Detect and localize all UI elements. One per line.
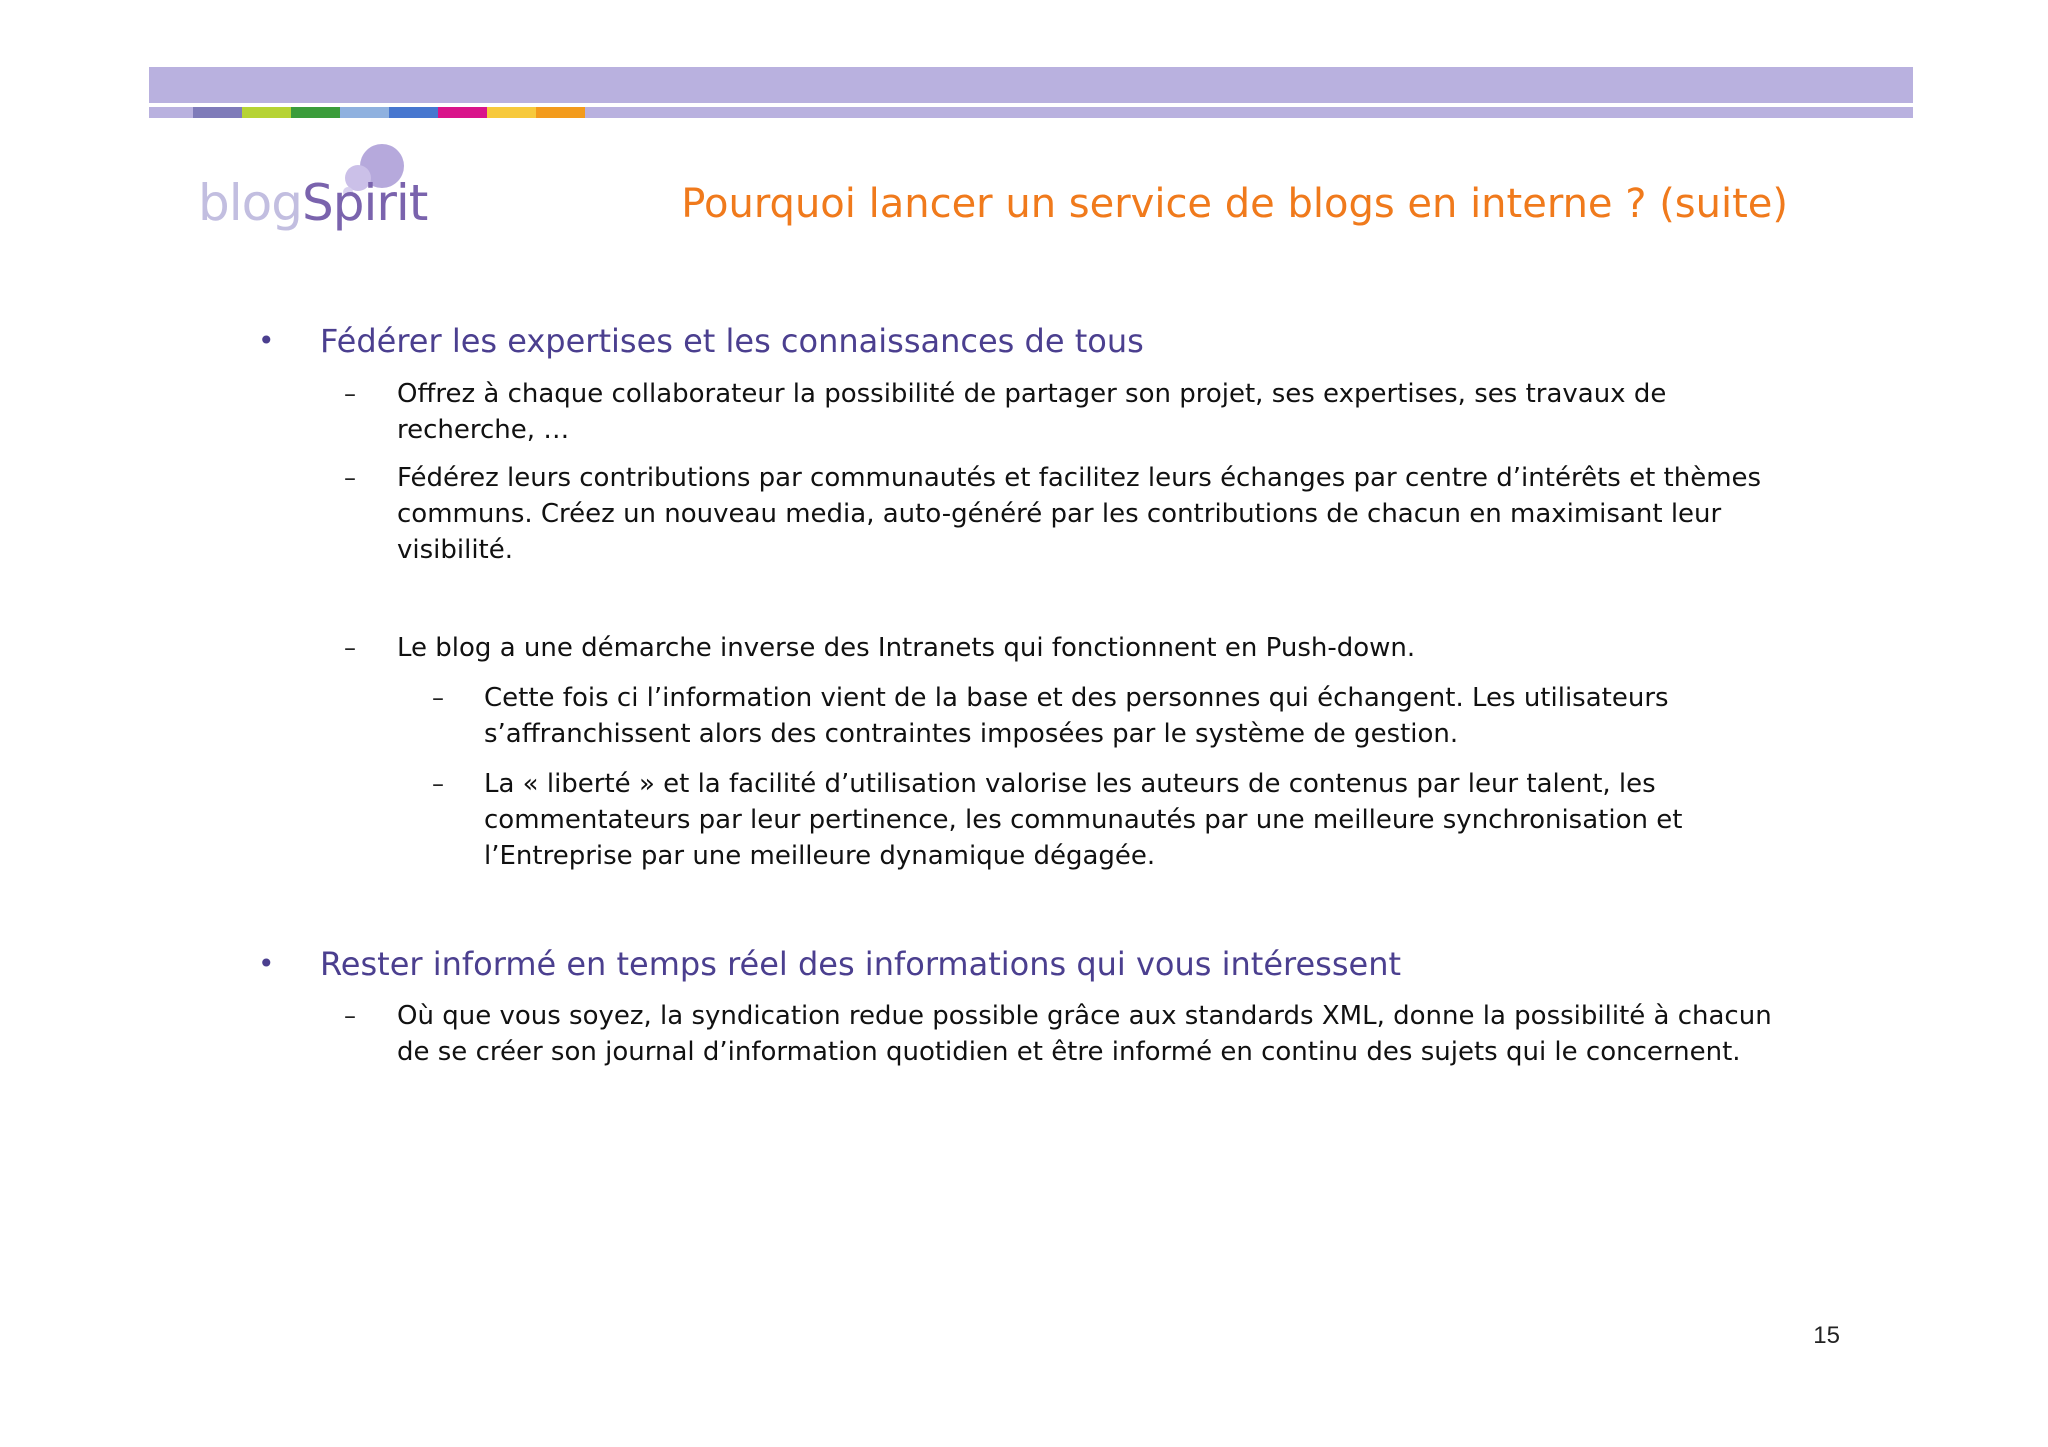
color-swatch (340, 107, 389, 118)
header-band (149, 67, 1913, 119)
color-swatch (389, 107, 438, 118)
color-swatch (193, 107, 242, 118)
sub-list-item-text: Cette fois ci l’information vient de la base et des personnes qui échangent. Les utilisateurs s’affranchissent alors des contraintes imposées par le système de gestion. (484, 683, 1669, 749)
color-swatch (291, 107, 340, 118)
color-swatch (438, 107, 487, 118)
dash-marker: – (344, 1002, 356, 1030)
color-swatch (536, 107, 585, 118)
sub-list-item-text: La « liberté » et la facilité d’utilisation valorise les auteurs de contenus par leur talent, les commentateurs par leur pertinence, les communautés par une meilleure synchronisation et l’Entreprise par une meilleure dynamique dégagée. (484, 769, 1683, 871)
color-swatch (487, 107, 536, 118)
color-strip (193, 107, 585, 118)
logo-wordmark (198, 174, 428, 232)
blogspirit-logo (198, 140, 428, 250)
list-item-text: Offrez à chaque collaborateur la possibilité de partager son projet, ses expertises, ses travaux de recherche, … (397, 379, 1667, 445)
logo-text-blog: blog (198, 174, 302, 232)
dash-marker: – (344, 634, 356, 662)
list-item-text: Fédérez leurs contributions par communautés et facilitez leurs échanges par centre d’intérêts et thèmes communs. Créez un nouveau media, auto-généré par les contributions de chacun en maximisant leur visibilité. (397, 463, 1762, 565)
dash-marker: – (344, 380, 356, 408)
dash-marker: – (432, 770, 444, 798)
logo-text-spirit: Spirit (301, 174, 428, 232)
dash-marker: – (344, 464, 356, 492)
section-heading: Fédérer les expertises et les connaissances de tous (320, 322, 1144, 360)
dash-marker: – (432, 684, 444, 712)
section-heading: Rester informé en temps réel des informations qui vous intéressent (320, 945, 1402, 983)
color-swatch (242, 107, 291, 118)
header-bar-top (149, 67, 1913, 103)
page-number: 15 (1813, 1322, 1840, 1349)
list-item-text: Le blog a une démarche inverse des Intranets qui fonctionnent en Push-down. (397, 633, 1416, 663)
bullet-marker: • (258, 947, 275, 980)
list-item-text: Où que vous soyez, la syndication redue possible grâce aux standards XML, donne la possibilité à chacun de se créer son journal d’information quotidien et être informé en continu des sujets qui le concernent. (397, 1001, 1772, 1067)
bullet-marker: • (258, 324, 275, 357)
slide-title: Pourquoi lancer un service de blogs en interne ? (suite) (681, 181, 1788, 227)
